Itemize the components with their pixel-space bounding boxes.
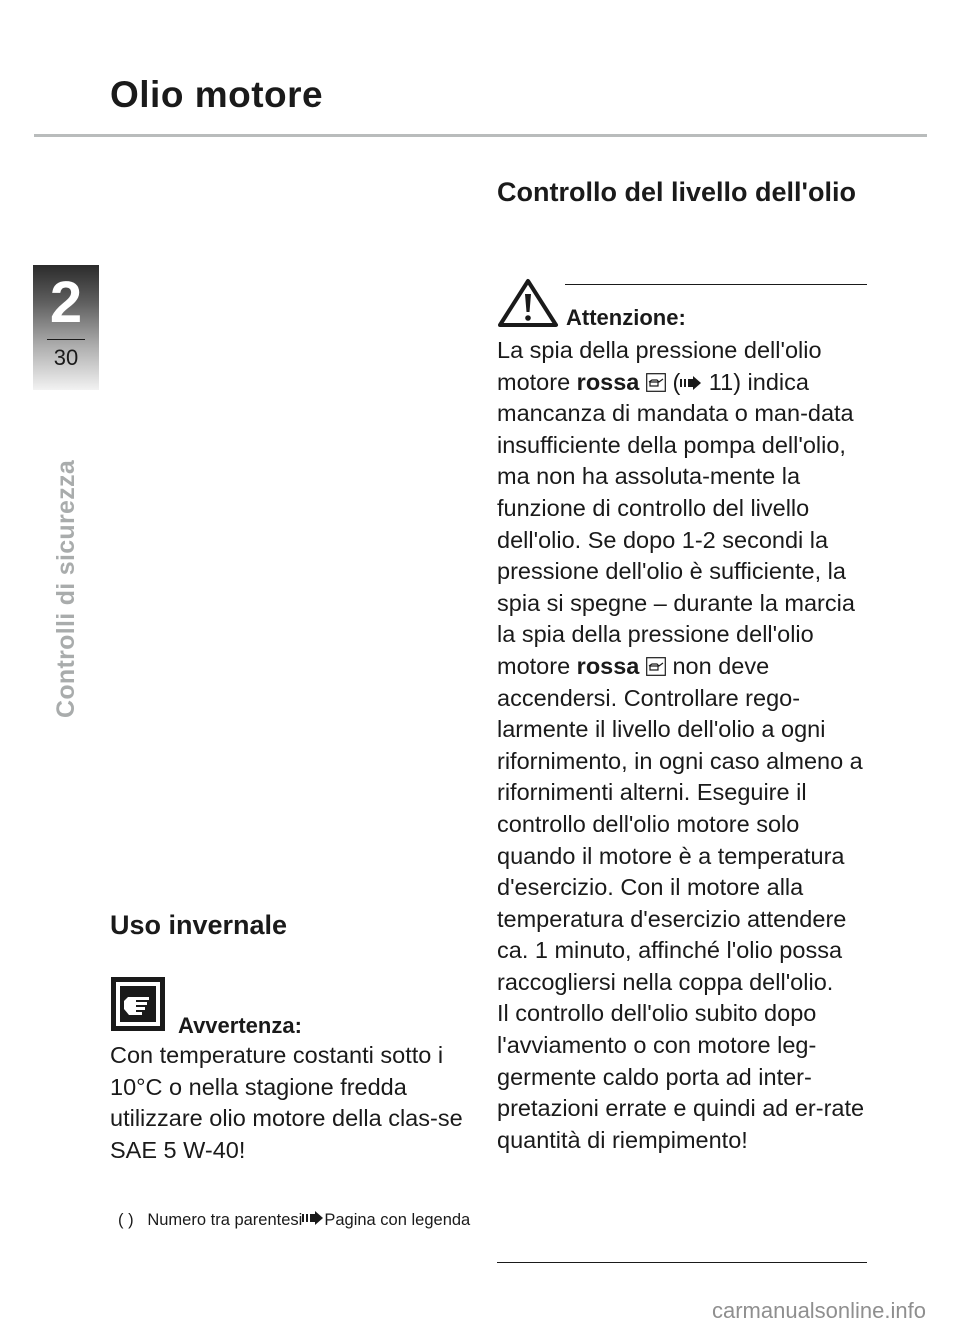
page-title: Olio motore (110, 74, 324, 115)
section-label: Controlli di sicurezza (52, 459, 80, 718)
footnote-text-after: Pagina con legenda (324, 1211, 471, 1229)
warning-label: Attenzione: (566, 305, 686, 330)
title-divider (34, 134, 927, 137)
page-number: 30 (53, 345, 79, 370)
winter-heading: Uso invernale (110, 910, 288, 940)
pointing-hand-icon (111, 977, 165, 1031)
warning-text (497, 335, 872, 1156)
warning-text-part: Il controllo dell'olio subito dopo l'avviamento o con motore leg-germente caldo porta ad inter-pretazioni errate e quindi ad er-rate quantità di riempimento! (497, 1000, 865, 1153)
color-red-label: rossa (576, 652, 640, 679)
note-label: Avvertenza: (178, 1013, 302, 1038)
oil-pressure-lamp-icon (646, 653, 666, 672)
note-text: Con temperature costanti sotto i 10°C o nella stagione fredda utilizzare olio motore della clas-se SAE 5 W-40! (110, 1042, 463, 1163)
color-red-label: rossa (576, 368, 640, 395)
arrow-right-icon (680, 367, 702, 381)
warning-text-part: La spia della pressione dell'olio motore (497, 337, 822, 395)
warning-text-part: 11) indica mancanza di mandata o man-data insufficiente della pompa dell'olio, ma non ha assoluta-mente la funzione di controllo del livello dell'olio. Se dopo 1-2 secondi la pressione dell'olio è sufficiente, la spia si spegne – durante la marcia la spia della pressione dell'olio motore (497, 368, 855, 679)
warning-triangle-icon (497, 278, 559, 328)
footnote-symbol: ( ) (118, 1211, 134, 1229)
watermark: carmanualsonline.info (711, 1298, 926, 1323)
chapter-divider (47, 339, 85, 340)
footnote-text-before: Numero tra parentesi (147, 1211, 303, 1229)
oil-pressure-lamp-icon (646, 369, 666, 388)
chapter-tab (33, 265, 99, 390)
warning-divider-bottom (497, 1262, 867, 1263)
oil-check-heading: Controllo del livello dell'olio (497, 177, 856, 207)
warning-text-part: non deve accendersi. Controllare rego-larmente il livello dell'olio a ogni rifornimento, in ogni caso almeno a rifornimenti alterni. Eseguire il controllo dell'olio motore solo quando il motore è a temperatura d'esercizio. Con il motore alla temperatura d'esercizio attendere ca. 1 minuto, affinché l'olio possa raccogliersi nella coppa dell'olio. (497, 652, 863, 995)
footnote (118, 1204, 478, 1236)
warning-text-part: ( (665, 368, 681, 395)
arrow-right-icon (302, 1204, 324, 1218)
chapter-number: 2 (49, 270, 83, 335)
warning-divider-top (565, 284, 867, 285)
